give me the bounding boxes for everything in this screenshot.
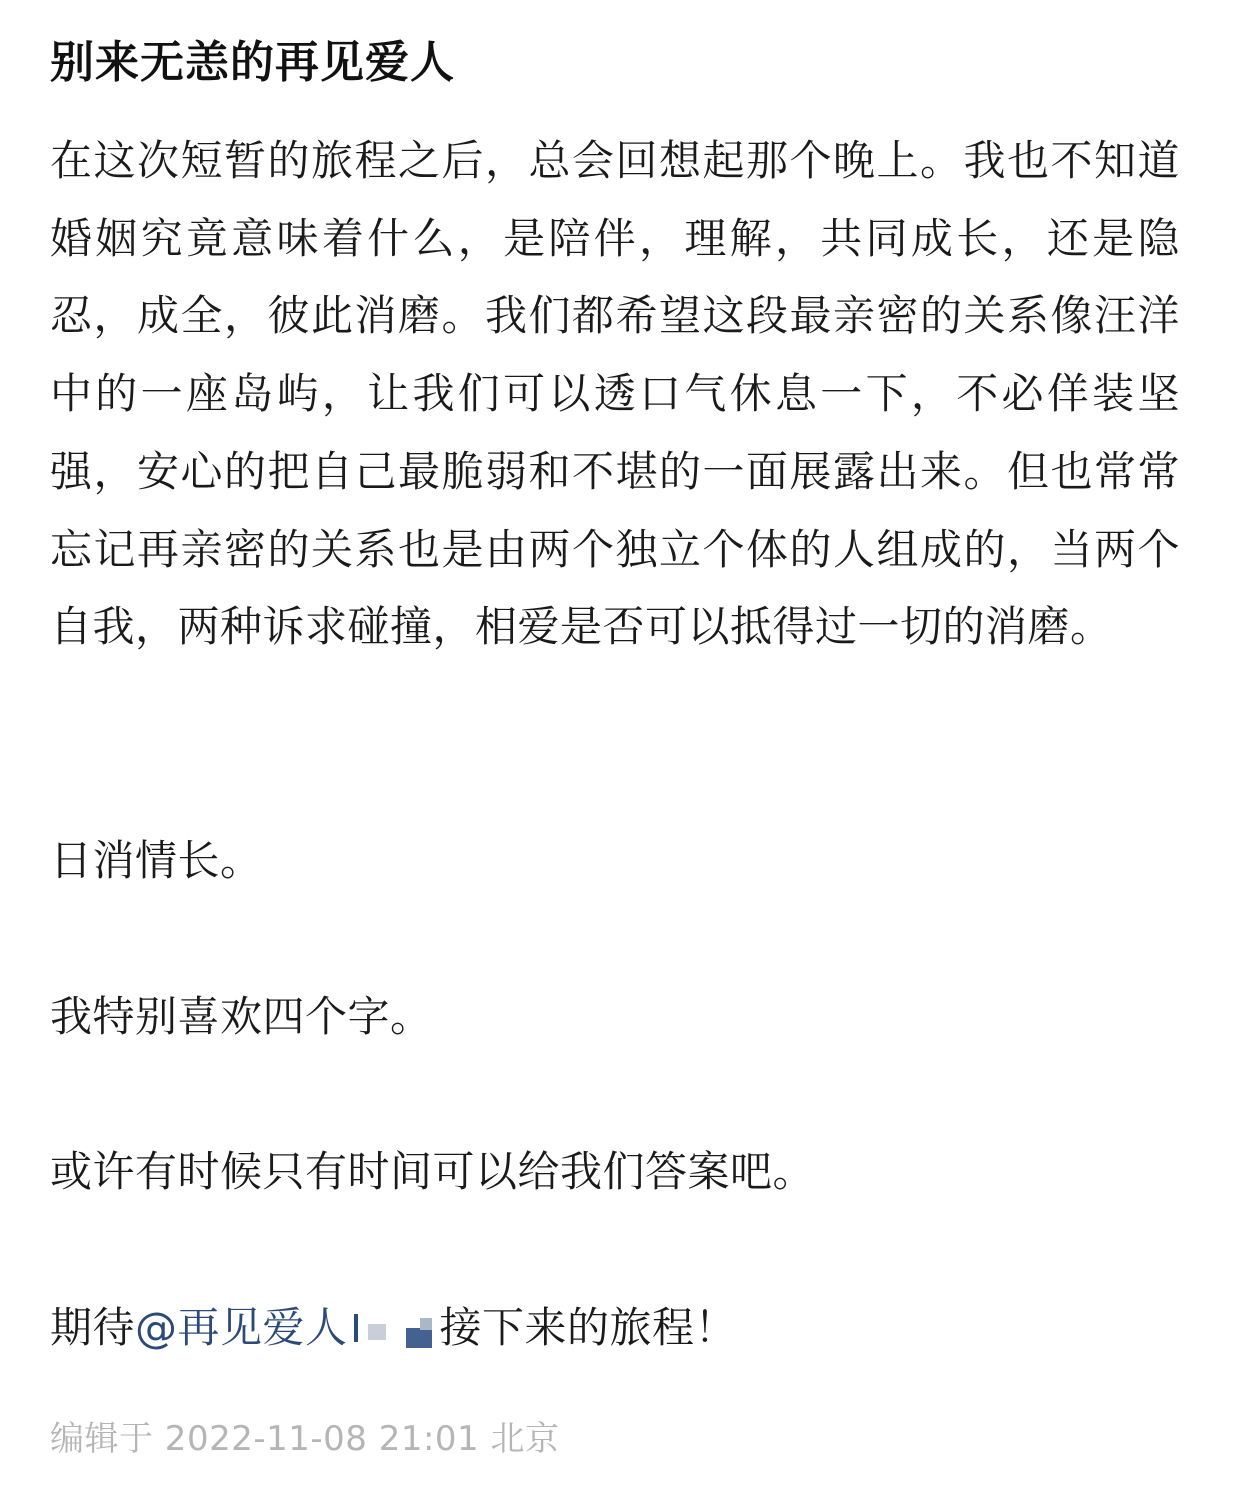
paragraph-5-suffix: 接下来的旅程！ <box>439 1303 738 1352</box>
user-mention-link[interactable]: @再见爱人 <box>135 1303 348 1352</box>
post-paragraph-2: 日消情长。 <box>50 836 263 885</box>
post-paragraph-3: 我特别喜欢四个字。 <box>50 992 433 1041</box>
paragraph-5-prefix: 期待 <box>50 1303 136 1352</box>
edit-timestamp: 编辑于 2022-11-08 21:01 北京 <box>50 1419 560 1459</box>
post-paragraph-1: 在这次短暂的旅程之后，总会回想起那个晚上。我也不知道婚姻究竟意味着什么，是陪伴，理解，共同成长，还是隐忍，成全，彼此消磨。我们都希望这段最亲密的关系像汪洋中的一座岛屿，让我们可以透口气休息一下，不必佯装坚强，安心的把自己最脆弱和不堪的一面展露出来。但也常常忘记再亲密的关系也是由两个独立个体的人组成的，当两个自我，两种诉求碰撞，相爱是否可以抵得过一切的消磨。 <box>50 136 1180 652</box>
post-title: 别来无恙的再见爱人 <box>50 37 455 88</box>
masked-username-graphic <box>348 1306 440 1348</box>
post-paragraph-5 <box>50 1289 737 1367</box>
post-paragraph-4: 或许有时候只有时间可以给我们答案吧。 <box>50 1147 816 1196</box>
